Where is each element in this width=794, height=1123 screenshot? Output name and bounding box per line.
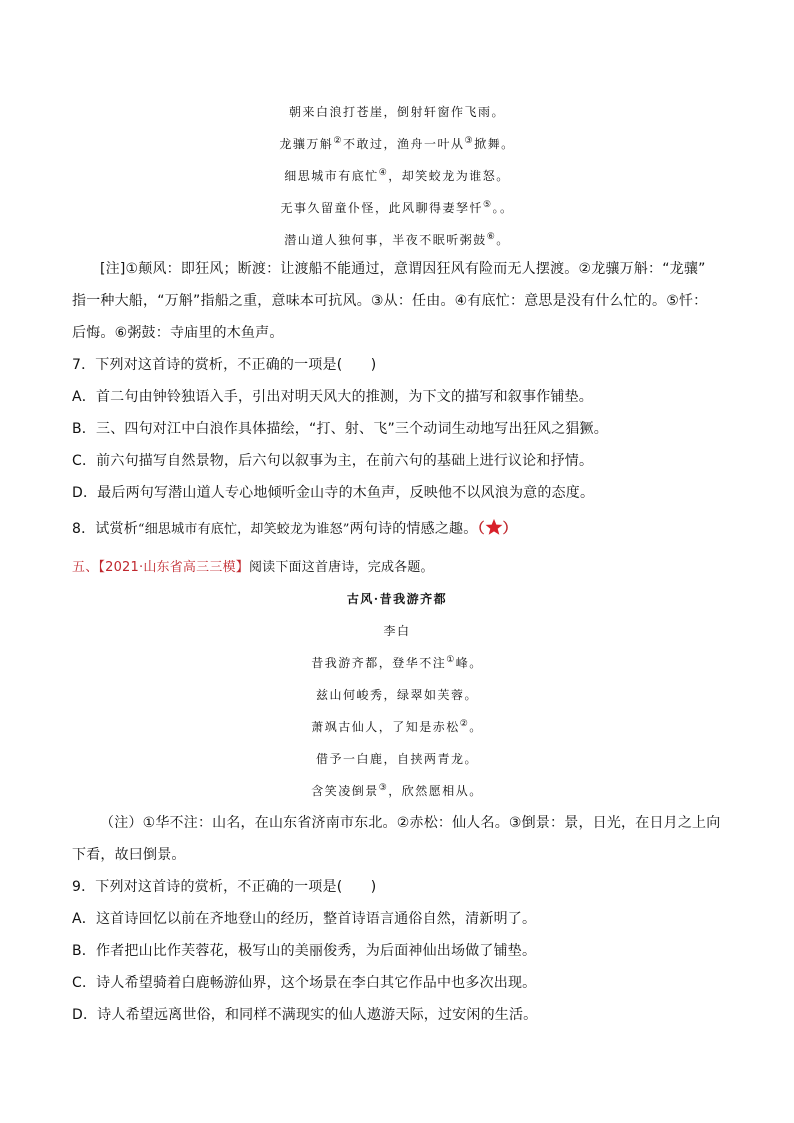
red-star-icon xyxy=(485,518,503,536)
poem1-note-line-1: [注]①颠风：即狂风；断渡：让渡船不能通过，意谓因狂风有险而无人摆渡。②龙骧万斛：“龙骧” xyxy=(100,261,706,277)
question-9-option-c: C．诗人希望骑着白鹿畅游仙界，这个场景在李白其它作品中也多次出现。 xyxy=(72,975,537,991)
poem1-line-1: 朝来白浪打苍崖，倒射轩窗作飞雨。 xyxy=(288,105,505,119)
text-fragment: 潜山道人独何事，半夜不眠听粥鼓 xyxy=(284,233,487,247)
text-fragment: ① xyxy=(446,655,456,665)
poem2-line-5 xyxy=(0,783,794,799)
question-9-option-d: D．诗人希望远离世俗，和同样不满现实的仙人遨游天际，过安闲的生活。 xyxy=(72,1007,538,1023)
text-fragment: ③ xyxy=(464,136,475,146)
poem1-note-line-3: 后悔。⑥粥鼓：寺庙里的木鱼声。 xyxy=(72,325,284,341)
text-fragment: 含笑凌倒景 xyxy=(311,784,379,798)
question-7-option-d: D．最后两句写潜山道人专心地倾听金山寺的木鱼声，反映他不以风浪为意的态度。 xyxy=(72,485,595,501)
poem2-line-3 xyxy=(0,719,794,735)
poem2-title: 古风·昔我游齐都 xyxy=(346,592,448,606)
poem2-line-2 xyxy=(0,687,794,703)
poem1-line-5 xyxy=(0,232,794,248)
text-fragment: 峰。 xyxy=(455,656,483,670)
text-fragment: 细思城市有底忙 xyxy=(284,169,379,183)
question-8: 8．试赏析“细思城市有底忙，却笑蛟龙为谁怒”两句诗的情感之趣。（ ） xyxy=(72,518,732,540)
text-fragment: ⑥ xyxy=(486,232,497,242)
question-7-stem: 7．下列对这首诗的赏析，不正确的一项是( ) xyxy=(72,357,377,373)
text-fragment: 。 xyxy=(496,233,510,247)
text-fragment: 不敢过，渔舟一叶从 xyxy=(342,137,465,151)
poem2-note-line-1: （注）①华不注：山名，在山东省济南市东北。②赤松：仙人名。③倒景：景，日光，在日月之上向 xyxy=(100,815,721,831)
text-fragment: 。。 xyxy=(492,201,514,215)
text-fragment: 无事久留童仆怪，此风聊得妻孥忏 xyxy=(280,201,483,215)
poem1-line-4 xyxy=(0,200,794,216)
text-fragment: 。 xyxy=(469,720,483,734)
text-fragment: 兹山何峻秀，绿翠如芙蓉。 xyxy=(315,688,478,702)
text-fragment: ② xyxy=(459,719,470,729)
text-fragment: ④ xyxy=(378,168,389,178)
poem2-line-1 xyxy=(0,655,794,671)
poem2-note-line-2: 下看，故曰倒景。 xyxy=(72,847,186,863)
text-fragment: 萧飒古仙人，了知是赤松 xyxy=(311,720,460,734)
poem1-line-2 xyxy=(0,136,794,152)
poem2-author: 李白 xyxy=(383,624,411,638)
text-fragment: 龙骧万斛 xyxy=(279,137,334,151)
question-9-stem: 9．下列对这首诗的赏析，不正确的一项是( ) xyxy=(72,879,377,895)
question-7-option-b: B．三、四句对江中白浪作具体描绘，“打、射、飞”三个动词生动地写出狂风之猖獗。 xyxy=(72,421,608,437)
poem2-line-4 xyxy=(0,751,794,767)
section-5-header: 五、【2021·山东省高三三模】阅读下面这首唐诗，完成各题。 xyxy=(72,560,434,575)
question-7-option-a: A．首二句由钟铃独语入手，引出对明天风大的推测，为下文的描写和叙事作铺垫。 xyxy=(72,389,593,405)
text-fragment: ③ xyxy=(378,783,389,793)
text-fragment: ，欣然愿相从。 xyxy=(388,784,483,798)
text-fragment: 掀舞。 xyxy=(474,137,515,151)
text-fragment: 昔我游齐都，登华不注 xyxy=(311,656,447,670)
section-5-source: 【2021·山东省高三三模】 xyxy=(98,560,249,575)
text-fragment: 借予一白鹿，自挟两青龙。 xyxy=(315,752,478,766)
poem1-note-line-2: 指一种大船，“万斛”指船之重，意味本可抗风。③从：任由。④有底忙：意思是没有什么忙的。⑤忏： xyxy=(72,293,708,309)
text-fragment: ② xyxy=(333,136,343,146)
question-9-option-a: A．这首诗回忆以前在齐地登山的经历，整首诗语言通俗自然，清新明了。 xyxy=(72,911,537,927)
question-8-quote: “细思城市有底忙，却笑蛟龙为谁怒” xyxy=(137,522,350,537)
question-7-option-c: C．前六句描写自然景物，后六句以叙事为主，在前六句的基础上进行议论和抒情。 xyxy=(72,453,594,469)
text-fragment: ⑤ xyxy=(482,200,493,210)
question-9-option-b: B．作者把山比作芙蓉花，极写山的美丽俊秀，为后面神仙出场做了铺垫。 xyxy=(72,943,537,959)
poem1-line-3 xyxy=(0,168,794,184)
text-fragment: ，却笑蛟龙为谁怒。 xyxy=(388,169,510,183)
